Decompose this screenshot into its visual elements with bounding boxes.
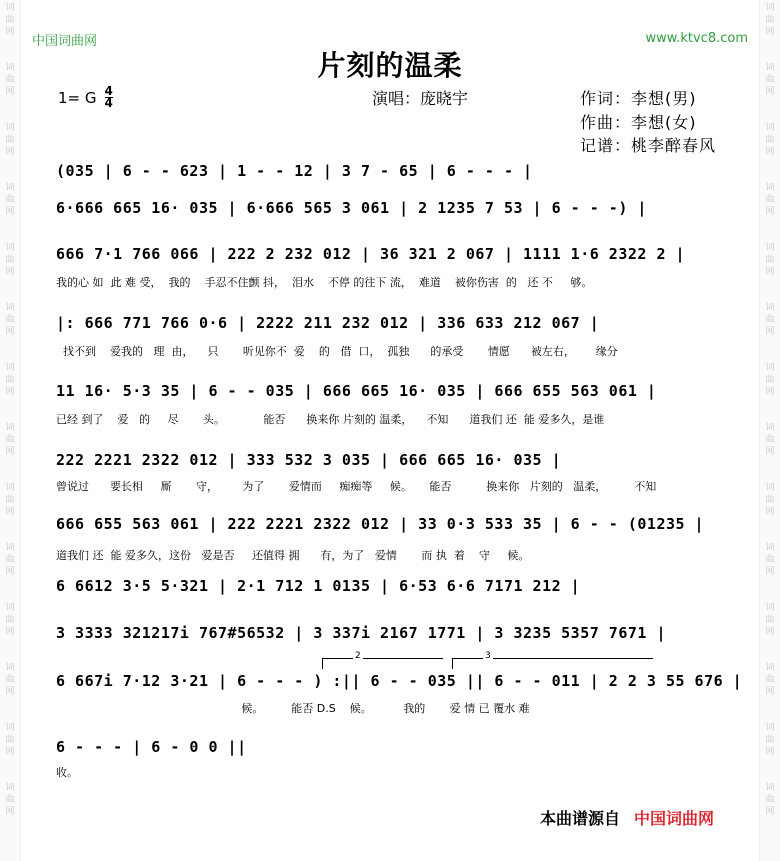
lyric-line: 道我们 还 能 爱多久，这份 爱是否 还值得 拥 有，为了 爱情 而 执 着 守 候。 bbox=[56, 549, 530, 562]
watermark-text: 词 曲 网 bbox=[5, 363, 15, 397]
composer-credit: 作曲：李想(女) bbox=[580, 113, 697, 132]
lyric-line: 候。 能否 D.S 候。 我的 爱 情 已 覆水 难 bbox=[56, 702, 530, 715]
notation-line: 3 3333 321217i 767#56532 | 3 337i 2167 1771 | 3 3235 5357 7671 | bbox=[56, 624, 666, 642]
watermark-text: 词 曲 网 bbox=[5, 183, 15, 217]
time-signature-top: 4 bbox=[104, 84, 113, 98]
lyricist-credit: 作词：李想(男) bbox=[580, 89, 697, 108]
watermark-text: 词 曲 网 bbox=[765, 483, 775, 517]
watermark-text: 词 曲 网 bbox=[5, 483, 15, 517]
watermark-text: 词 曲 网 bbox=[765, 723, 775, 757]
watermark-text: 词 曲 网 bbox=[765, 423, 775, 457]
notation-line: 666 7·1 766 066 | 222 2 232 012 | 36 321 2 067 | 1111 1·6 2322 2 | bbox=[56, 245, 686, 263]
time-signature bbox=[105, 86, 113, 109]
volta-bracket-first: 2 bbox=[322, 658, 443, 669]
watermark-text: 词 曲 网 bbox=[5, 243, 15, 277]
key-signature bbox=[58, 86, 113, 109]
notation-line: 6 6612 3·5 5·321 | 2·1 712 1 0135 | 6·53 6·6 7171 212 | bbox=[56, 577, 581, 595]
watermark-text: 词 曲 网 bbox=[765, 303, 775, 337]
watermark-text: 词 曲 网 bbox=[765, 663, 775, 697]
watermark-text: 词 曲 网 bbox=[765, 543, 775, 577]
footer-brand-link[interactable]: 中国词曲网 bbox=[634, 809, 715, 828]
footer-source bbox=[540, 806, 714, 829]
notation-line: 222 2221 2322 012 | 333 532 3 035 | 666 665 16· 035 | bbox=[56, 451, 562, 469]
volta-bracket-second: 3 bbox=[452, 658, 653, 669]
watermark-text: 词 曲 网 bbox=[5, 723, 15, 757]
watermark-text: 词 曲 网 bbox=[765, 63, 775, 97]
watermark-text: 词 曲 网 bbox=[5, 783, 15, 817]
right-watermark-strip bbox=[759, 0, 780, 861]
notation-line: 6 - - - | 6 - 0 0 || bbox=[56, 738, 247, 756]
lyric-line: 我的心 如 此 难 受， 我的 手忍不住颤 抖， 泪水 不停 的往下 流， 难道 被你伤害 的 还 不 够。 bbox=[56, 276, 593, 289]
watermark-text: 词 曲 网 bbox=[765, 603, 775, 637]
transcriber-credit: 记谱：桃李醉春风 bbox=[580, 136, 717, 155]
watermark-text: 词 曲 网 bbox=[765, 783, 775, 817]
singer-credit: 演唱：庞晓宇 bbox=[372, 89, 469, 108]
lyric-line: 已经 到了 爱 的 尽 头。 能否 换来你 片刻的 温柔， 不知 道我们 还 能 爱多久，是谁 bbox=[56, 413, 605, 426]
watermark-text: 词 曲 网 bbox=[5, 303, 15, 337]
watermark-text: 词 曲 网 bbox=[5, 123, 15, 157]
watermark-text: 词 曲 网 bbox=[5, 543, 15, 577]
watermark-text: 词 曲 网 bbox=[5, 423, 15, 457]
watermark-text: 词 曲 网 bbox=[5, 603, 15, 637]
lyric-line: 曾说过 要长相 厮 守， 为了 爱情而 痴痴等 候。 能否 换来你 片刻的 温柔， 不知 bbox=[56, 480, 657, 493]
watermark-text: 词 曲 网 bbox=[765, 363, 775, 397]
footer-source-text: 本曲谱源自 bbox=[540, 809, 621, 828]
watermark-text: 词 曲 网 bbox=[5, 63, 15, 97]
notation-line: (035 | 6 - - 623 | 1 - - 12 | 3 7 - 65 | 6 - - - | bbox=[56, 162, 533, 180]
key-text: 1= G bbox=[58, 88, 97, 107]
notation-line: 11 16· 5·3 35 | 6 - - 035 | 666 665 16· 035 | 666 655 563 061 | bbox=[56, 382, 657, 400]
watermark-text: 词 曲 网 bbox=[765, 3, 775, 37]
left-watermark-strip bbox=[0, 0, 21, 861]
watermark-text: 词 曲 网 bbox=[5, 663, 15, 697]
notation-line: 666 655 563 061 | 222 2221 2322 012 | 33 0·3 533 35 | 6 - - (01235 | bbox=[56, 515, 705, 533]
lyric-line: 收。 bbox=[56, 766, 78, 779]
time-signature-bottom: 4 bbox=[104, 96, 113, 110]
site-url-right[interactable]: www.ktvc8.com bbox=[645, 31, 748, 46]
lyric-line: 找不到 爱我的 理 由， 只 听见你不 爱 的 借 口， 孤独 的承受 情愿 被左右， 缘分 bbox=[56, 345, 618, 358]
watermark-text: 词 曲 网 bbox=[765, 183, 775, 217]
watermark-text: 词 曲 网 bbox=[5, 3, 15, 37]
song-title: 片刻的温柔 bbox=[317, 49, 463, 82]
notation-line: 6 667i 7·12 3·21 | 6 - - - ) :|| 6 - - 035 || 6 - - 011 | 2 2 3 55 676 | bbox=[56, 672, 743, 690]
site-name-left[interactable]: 中国词曲网 bbox=[32, 34, 98, 49]
watermark-text: 词 曲 网 bbox=[765, 123, 775, 157]
watermark-text: 词 曲 网 bbox=[765, 243, 775, 277]
notation-line: 6·666 665 16· 035 | 6·666 565 3 061 | 2 1235 7 53 | 6 - - -) | bbox=[56, 199, 647, 217]
notation-line: |: 666 771 766 0·6 | 2222 211 232 012 | 336 633 212 067 | bbox=[56, 314, 600, 332]
